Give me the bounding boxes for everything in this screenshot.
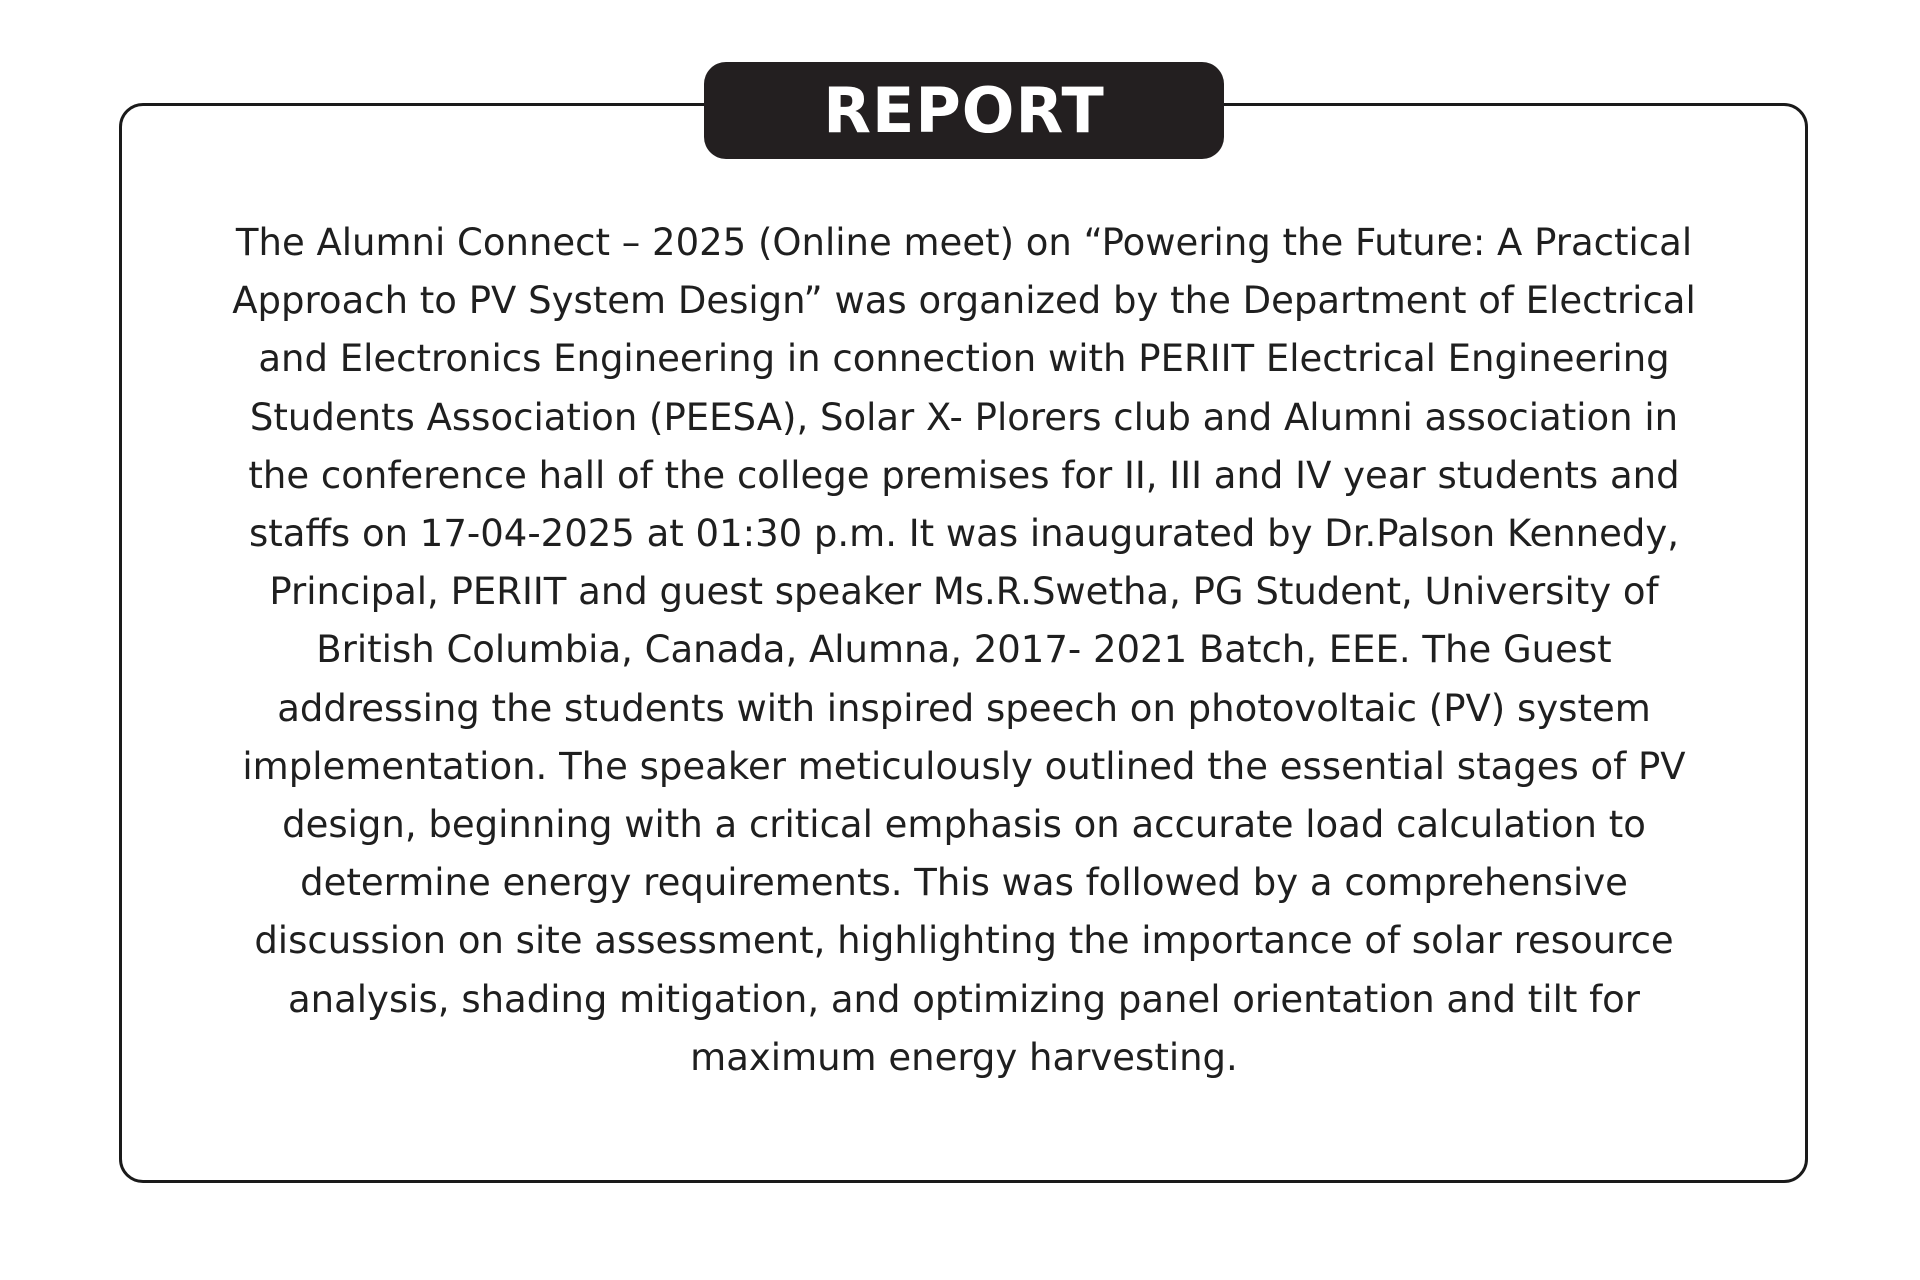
report-body-line: maximum energy harvesting. — [690, 1035, 1238, 1079]
report-body-line: Approach to PV System Design” was organized by the Department of Electrical — [232, 279, 1696, 323]
report-title-tab — [704, 62, 1224, 159]
report-body-line: staffs on 17-04-2025 at 01:30 p.m. It was inaugurated by Dr.Palson Kennedy, — [248, 512, 1680, 556]
report-body-line: Students Association (PEESA), Solar X- Plorers club and Alumni association in — [249, 395, 1679, 439]
report-body-line: and Electronics Engineering in connection with PERIIT Electrical Engineering — [258, 337, 1670, 381]
report-body-line: The Alumni Connect – 2025 (Online meet) on “Powering the Future: A Practical — [235, 221, 1693, 264]
report-body-line: implementation. The speaker meticulously outlined the essential stages of PV — [242, 744, 1686, 788]
report-body-line: addressing the students with inspired speech on photovoltaic (PV) system — [277, 686, 1651, 730]
report-body-line: British Columbia, Canada, Alumna, 2017- 2021 Batch, EEE. The Guest — [316, 628, 1612, 672]
report-body-line: discussion on site assessment, highlighting the importance of solar resource — [254, 919, 1674, 963]
report-title: REPORT — [823, 73, 1105, 147]
report-body — [140, 214, 1788, 1087]
report-body-line: Principal, PERIIT and guest speaker Ms.R.Swetha, PG Student, University of — [269, 570, 1659, 614]
report-body-line: the conference hall of the college premises for II, III and IV year students and — [248, 453, 1680, 497]
report-body-line: design, beginning with a critical emphasis on accurate load calculation to — [282, 803, 1646, 847]
report-body-line: analysis, shading mitigation, and optimizing panel orientation and tilt for — [287, 977, 1641, 1021]
report-body-line: determine energy requirements. This was followed by a comprehensive — [300, 861, 1628, 905]
